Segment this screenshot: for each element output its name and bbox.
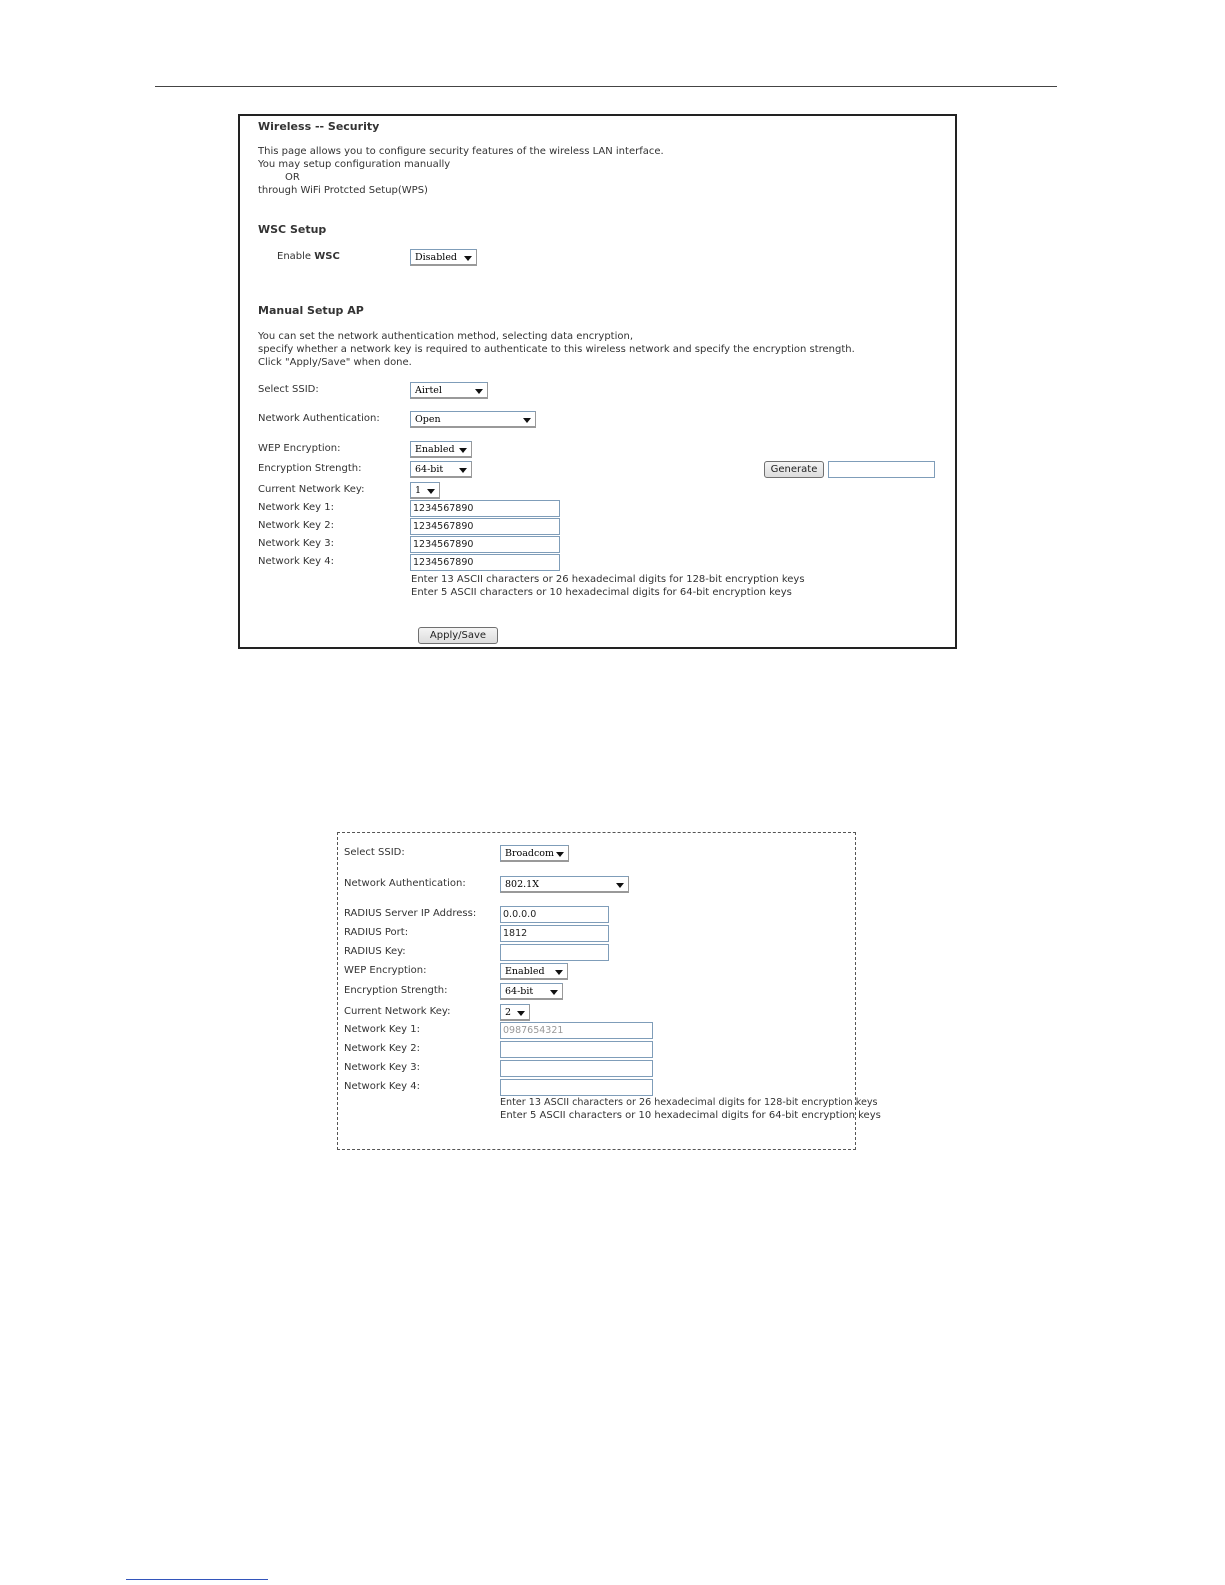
radius-port-input[interactable]: 1812: [500, 925, 609, 942]
chevron-down-icon: [517, 1011, 525, 1016]
enable-wsc-bold: WSC: [314, 251, 340, 262]
select-ssid-label: Select SSID:: [344, 847, 405, 858]
chevron-down-icon: [523, 418, 531, 423]
manual-setup-heading: Manual Setup AP: [258, 304, 364, 317]
encryption-strength-select[interactable]: [500, 983, 563, 1000]
chevron-down-icon: [556, 852, 564, 857]
intro-line: OR: [285, 172, 300, 183]
hint-128-bit: Enter 13 ASCII characters or 26 hexadecimal digits for 128-bit encryption keys: [411, 574, 805, 585]
wep-encryption-value: Enabled: [505, 966, 545, 977]
radius-security-panel: [337, 832, 881, 1150]
network-key-2-label: Network Key 2:: [344, 1043, 420, 1054]
network-auth-select[interactable]: [500, 876, 629, 893]
network-key-2-label: Network Key 2:: [258, 520, 334, 531]
chevron-down-icon: [550, 990, 558, 995]
radius-port-label: RADIUS Port:: [344, 927, 409, 938]
apply-save-button[interactable]: Apply/Save: [418, 627, 498, 644]
chevron-down-icon: [616, 883, 624, 888]
enable-wsc-prefix: Enable: [277, 251, 315, 262]
network-auth-select[interactable]: [410, 411, 536, 428]
intro-line: You may setup configuration manually: [258, 159, 451, 170]
network-key-2-input[interactable]: [500, 1041, 653, 1058]
chevron-down-icon: [459, 448, 467, 453]
network-auth-label: Network Authentication:: [344, 878, 466, 889]
current-network-key-label: Current Network Key:: [258, 484, 365, 495]
hint-128-bit: Enter 13 ASCII characters or 26 hexadecimal digits for 128-bit encryption keys: [500, 1097, 878, 1108]
network-key-3-input[interactable]: [500, 1060, 653, 1077]
network-auth-value: Open: [415, 414, 441, 425]
footer-rule: [126, 1579, 268, 1580]
current-network-key-value: 1: [415, 485, 422, 496]
wep-encryption-select[interactable]: [410, 441, 472, 458]
network-auth-value: 802.1X: [505, 879, 539, 890]
intro-line: through WiFi Protcted Setup(WPS): [258, 185, 428, 196]
chevron-down-icon: [475, 389, 483, 394]
radius-key-label: RADIUS Key:: [344, 946, 406, 957]
network-auth-label: Network Authentication:: [258, 413, 380, 424]
intro-line: This page allows you to configure security features of the wireless LAN interface.: [258, 146, 664, 157]
radius-server-ip-label: RADIUS Server IP Address:: [344, 908, 477, 919]
network-key-3-label: Network Key 3:: [344, 1062, 420, 1073]
wsc-setup-heading: WSC Setup: [258, 223, 327, 236]
network-key-2-input[interactable]: 1234567890: [410, 518, 560, 535]
manual-desc-line: specify whether a network key is required to authenticate to this wireless network and specify the encryption strength.: [258, 344, 855, 355]
select-ssid-select[interactable]: [410, 382, 488, 399]
network-key-4-label: Network Key 4:: [258, 556, 334, 567]
manual-desc-line: You can set the network authentication method, selecting data encryption,: [258, 331, 634, 342]
network-key-3-input[interactable]: 1234567890: [410, 536, 560, 553]
wep-encryption-label: WEP Encryption:: [344, 965, 427, 976]
encryption-strength-label: Encryption Strength:: [258, 463, 362, 474]
current-network-key-select[interactable]: [500, 1004, 530, 1021]
network-key-1-label: Network Key 1:: [258, 502, 334, 513]
manual-desc-line: Click "Apply/Save" when done.: [258, 357, 412, 368]
wireless-security-panel: [238, 114, 957, 649]
header-rule: [155, 86, 1057, 87]
encryption-strength-label: Encryption Strength:: [344, 985, 448, 996]
wep-encryption-label: WEP Encryption:: [258, 443, 341, 454]
current-network-key-label: Current Network Key:: [344, 1006, 451, 1017]
chevron-down-icon: [555, 970, 563, 975]
chevron-down-icon: [464, 256, 472, 261]
current-network-key-select[interactable]: [410, 482, 440, 499]
encryption-strength-select[interactable]: [410, 461, 472, 478]
select-ssid-value: Airtel: [415, 385, 442, 396]
enable-wsc-select[interactable]: [410, 249, 477, 266]
network-key-4-input[interactable]: [500, 1079, 653, 1096]
radius-key-input[interactable]: [500, 944, 609, 961]
select-ssid-label: Select SSID:: [258, 384, 319, 395]
select-ssid-select[interactable]: [500, 845, 569, 862]
chevron-down-icon: [427, 489, 435, 494]
enable-wsc-label: [277, 251, 340, 262]
generate-passphrase-input[interactable]: [828, 461, 935, 478]
wep-encryption-select[interactable]: [500, 963, 568, 980]
hint-64-bit: Enter 5 ASCII characters or 10 hexadecimal digits for 64-bit encryption keys: [500, 1110, 881, 1121]
network-key-4-label: Network Key 4:: [344, 1081, 420, 1092]
network-key-1-label: Network Key 1:: [344, 1024, 420, 1035]
wep-encryption-value: Enabled: [415, 444, 455, 455]
encryption-strength-value: 64-bit: [415, 464, 444, 475]
network-key-4-input[interactable]: 1234567890: [410, 554, 560, 571]
page-title: Wireless -- Security: [258, 120, 380, 133]
hint-64-bit: Enter 5 ASCII characters or 10 hexadecimal digits for 64-bit encryption keys: [411, 587, 792, 598]
radius-server-ip-input[interactable]: 0.0.0.0: [500, 906, 609, 923]
select-ssid-value: Broadcom: [505, 848, 555, 859]
network-key-3-label: Network Key 3:: [258, 538, 334, 549]
enable-wsc-value: Disabled: [415, 252, 458, 263]
network-key-1-input[interactable]: 0987654321: [500, 1022, 653, 1039]
current-network-key-value: 2: [505, 1007, 512, 1018]
chevron-down-icon: [459, 468, 467, 473]
generate-button[interactable]: Generate: [764, 461, 824, 478]
encryption-strength-value: 64-bit: [505, 986, 534, 997]
network-key-1-input[interactable]: 1234567890: [410, 500, 560, 517]
